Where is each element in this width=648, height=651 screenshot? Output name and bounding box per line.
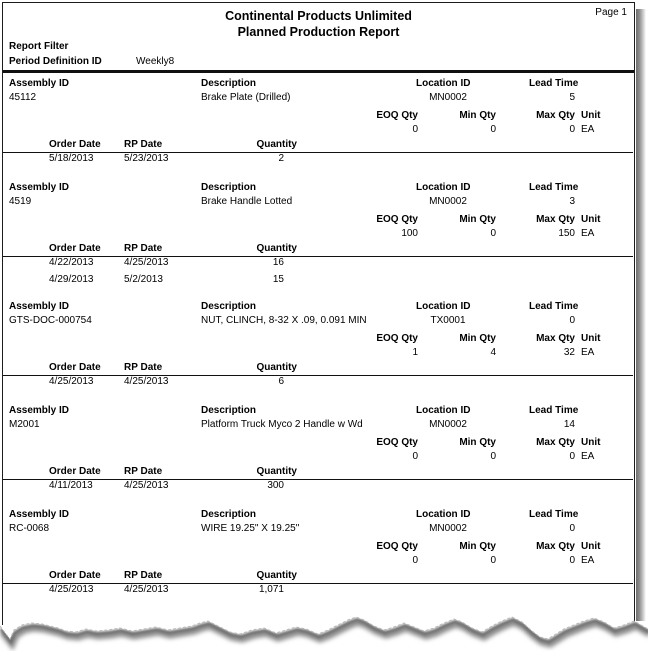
order-date-label: Order Date [49, 466, 101, 477]
rp-date-value: 5/23/2013 [124, 153, 169, 164]
max-qty-label: Max Qty [536, 541, 575, 552]
order-header-row [3, 570, 633, 584]
rp-date-label: RP Date [124, 570, 163, 581]
location-id-label: Location ID [416, 405, 471, 416]
quantity-label: Quantity [256, 139, 297, 150]
assembly-id-label: Assembly ID [9, 78, 70, 89]
order-date-value: 4/25/2013 [49, 584, 94, 595]
eoq-qty-label: EOQ Qty [376, 110, 418, 121]
assembly-id-value: 45112 [9, 92, 37, 103]
order-row [3, 376, 633, 393]
quantity-value: 16 [272, 257, 284, 268]
lead-time-label: Lead Time [529, 182, 579, 193]
min-qty-value: 0 [490, 124, 496, 135]
order-row [3, 480, 633, 497]
eoq-qty-label: EOQ Qty [376, 541, 418, 552]
order-header-row [3, 243, 633, 257]
min-qty-label: Min Qty [459, 541, 496, 552]
report-page [2, 2, 635, 625]
quantity-label: Quantity [256, 243, 297, 254]
max-qty-label: Max Qty [536, 437, 575, 448]
rp-date-label: RP Date [124, 466, 163, 477]
lead-time-value: 0 [569, 523, 575, 534]
lead-time-label: Lead Time [529, 509, 579, 520]
eoq-qty-value: 0 [412, 124, 418, 135]
description-value: WIRE 19.25" X 19.25" [201, 523, 300, 534]
order-date-label: Order Date [49, 362, 101, 373]
assembly-value-row [3, 419, 633, 433]
min-qty-value: 4 [490, 347, 496, 358]
rp-date-label: RP Date [124, 362, 163, 373]
rp-date-value: 4/25/2013 [124, 584, 169, 595]
eoq-qty-value: 0 [412, 451, 418, 462]
min-qty-label: Min Qty [459, 333, 496, 344]
eoq-qty-label: EOQ Qty [376, 333, 418, 344]
order-date-value: 4/11/2013 [49, 480, 93, 491]
unit-value: EA [581, 451, 595, 462]
qty-value-row [3, 347, 633, 360]
lead-time-value: 3 [569, 196, 575, 207]
header-divider-rule [3, 70, 634, 73]
quantity-label: Quantity [256, 362, 297, 373]
description-value: Brake Handle Lotted [201, 196, 293, 207]
lead-time-label: Lead Time [529, 301, 579, 312]
quantity-label: Quantity [256, 570, 297, 581]
description-value: Brake Plate (Drilled) [201, 92, 291, 103]
qty-value-row [3, 451, 633, 464]
assembly-header-row [3, 405, 633, 419]
unit-value: EA [581, 347, 595, 358]
max-qty-value: 0 [569, 555, 575, 566]
description-label: Description [201, 301, 257, 312]
max-qty-value: 0 [569, 451, 575, 462]
report-filter-heading: Report Filter [9, 41, 69, 52]
lead-time-label: Lead Time [529, 78, 579, 89]
eoq-qty-label: EOQ Qty [376, 214, 418, 225]
order-rows [3, 480, 633, 497]
unit-label: Unit [581, 333, 601, 344]
order-date-label: Order Date [49, 243, 101, 254]
assembly-id-value: RC-0068 [9, 523, 50, 534]
min-qty-label: Min Qty [459, 437, 496, 448]
assembly-header-row [3, 301, 633, 315]
description-value: NUT, CLINCH, 8-32 X .09, 0.091 MIN [201, 315, 367, 326]
qty-value-row [3, 228, 633, 241]
quantity-value: 300 [267, 480, 284, 491]
description-label: Description [201, 182, 257, 193]
rp-date-value: 4/25/2013 [124, 480, 169, 491]
location-id-value: MN0002 [429, 92, 467, 103]
assembly-id-label: Assembly ID [9, 301, 70, 312]
assembly-header-row [3, 182, 633, 196]
order-row [3, 274, 633, 289]
page-drop-shadow-right [636, 9, 646, 621]
order-date-value: 4/29/2013 [49, 274, 94, 285]
assembly-section [3, 509, 633, 601]
assembly-value-row [3, 92, 633, 106]
max-qty-value: 0 [569, 124, 575, 135]
torn-page-edge [0, 600, 648, 651]
quantity-value: 15 [272, 274, 284, 285]
order-date-value: 4/22/2013 [49, 257, 94, 268]
assembly-id-label: Assembly ID [9, 405, 70, 416]
assembly-id-value: GTS-DOC-000754 [9, 315, 92, 326]
location-id-label: Location ID [416, 509, 471, 520]
quantity-value: 2 [278, 153, 284, 164]
assembly-header-row [3, 78, 633, 92]
period-definition-value: Weekly8 [136, 56, 175, 67]
unit-label: Unit [581, 214, 601, 225]
max-qty-label: Max Qty [536, 214, 575, 225]
description-label: Description [201, 509, 257, 520]
location-id-label: Location ID [416, 301, 471, 312]
max-qty-label: Max Qty [536, 333, 575, 344]
qty-header-row [3, 333, 633, 347]
assembly-id-value: M2001 [9, 419, 40, 430]
location-id-label: Location ID [416, 182, 471, 193]
min-qty-label: Min Qty [459, 110, 496, 121]
order-date-label: Order Date [49, 570, 101, 581]
order-rows [3, 376, 633, 393]
unit-label: Unit [581, 541, 601, 552]
qty-value-row [3, 555, 633, 568]
location-id-value: MN0002 [429, 523, 467, 534]
description-label: Description [201, 78, 257, 89]
location-id-value: MN0002 [429, 419, 467, 430]
order-row [3, 584, 633, 601]
description-label: Description [201, 405, 257, 416]
location-id-label: Location ID [416, 78, 471, 89]
order-row [3, 257, 633, 274]
assembly-header-row [3, 509, 633, 523]
qty-header-row [3, 214, 633, 228]
rp-date-label: RP Date [124, 243, 163, 254]
lead-time-value: 5 [569, 92, 575, 103]
assembly-value-row [3, 196, 633, 210]
report-title: Continental Products Unlimited [225, 9, 412, 23]
order-date-label: Order Date [49, 139, 101, 150]
order-row [3, 153, 633, 170]
max-qty-value: 150 [558, 228, 575, 239]
lead-time-label: Lead Time [529, 405, 579, 416]
order-date-value: 5/18/2013 [49, 153, 94, 164]
location-id-value: MN0002 [429, 196, 467, 207]
assembly-section [3, 182, 633, 289]
unit-value: EA [581, 124, 595, 135]
eoq-qty-value: 0 [412, 555, 418, 566]
assembly-value-row [3, 523, 633, 537]
order-header-row [3, 362, 633, 376]
quantity-value: 6 [278, 376, 284, 387]
description-value: Platform Truck Myco 2 Handle w Wd [201, 419, 363, 430]
eoq-qty-value: 100 [401, 228, 418, 239]
assembly-value-row [3, 315, 633, 329]
qty-header-row [3, 110, 633, 124]
assembly-id-label: Assembly ID [9, 182, 70, 193]
lead-time-value: 0 [569, 315, 575, 326]
qty-header-row [3, 541, 633, 555]
assembly-id-value: 4519 [9, 196, 32, 207]
assembly-sections [3, 78, 633, 613]
order-rows [3, 153, 633, 170]
order-date-value: 4/25/2013 [49, 376, 94, 387]
qty-header-row [3, 437, 633, 451]
report-subtitle: Planned Production Report [237, 25, 400, 39]
rp-date-value: 4/25/2013 [124, 257, 169, 268]
rp-date-value: 5/2/2013 [124, 274, 163, 285]
unit-value: EA [581, 555, 595, 566]
assembly-section [3, 78, 633, 170]
location-id-value: TX0001 [430, 315, 466, 326]
order-rows [3, 584, 633, 601]
unit-label: Unit [581, 110, 601, 121]
assembly-section [3, 301, 633, 393]
assembly-section [3, 405, 633, 497]
min-qty-label: Min Qty [459, 214, 496, 225]
assembly-id-label: Assembly ID [9, 509, 70, 520]
lead-time-value: 14 [563, 419, 575, 430]
order-rows [3, 257, 633, 289]
period-definition-label: Period Definition ID [9, 56, 102, 67]
order-header-row [3, 466, 633, 480]
rp-date-value: 4/25/2013 [124, 376, 169, 387]
eoq-qty-label: EOQ Qty [376, 437, 418, 448]
quantity-label: Quantity [256, 466, 297, 477]
min-qty-value: 0 [490, 555, 496, 566]
quantity-value: 1,071 [258, 584, 284, 595]
qty-value-row [3, 124, 633, 137]
min-qty-value: 0 [490, 228, 496, 239]
min-qty-value: 0 [490, 451, 496, 462]
page-number: Page 1 [595, 7, 627, 18]
order-header-row [3, 139, 633, 153]
rp-date-label: RP Date [124, 139, 163, 150]
max-qty-label: Max Qty [536, 110, 575, 121]
unit-label: Unit [581, 437, 601, 448]
eoq-qty-value: 1 [412, 347, 418, 358]
max-qty-value: 32 [563, 347, 575, 358]
unit-value: EA [581, 228, 595, 239]
